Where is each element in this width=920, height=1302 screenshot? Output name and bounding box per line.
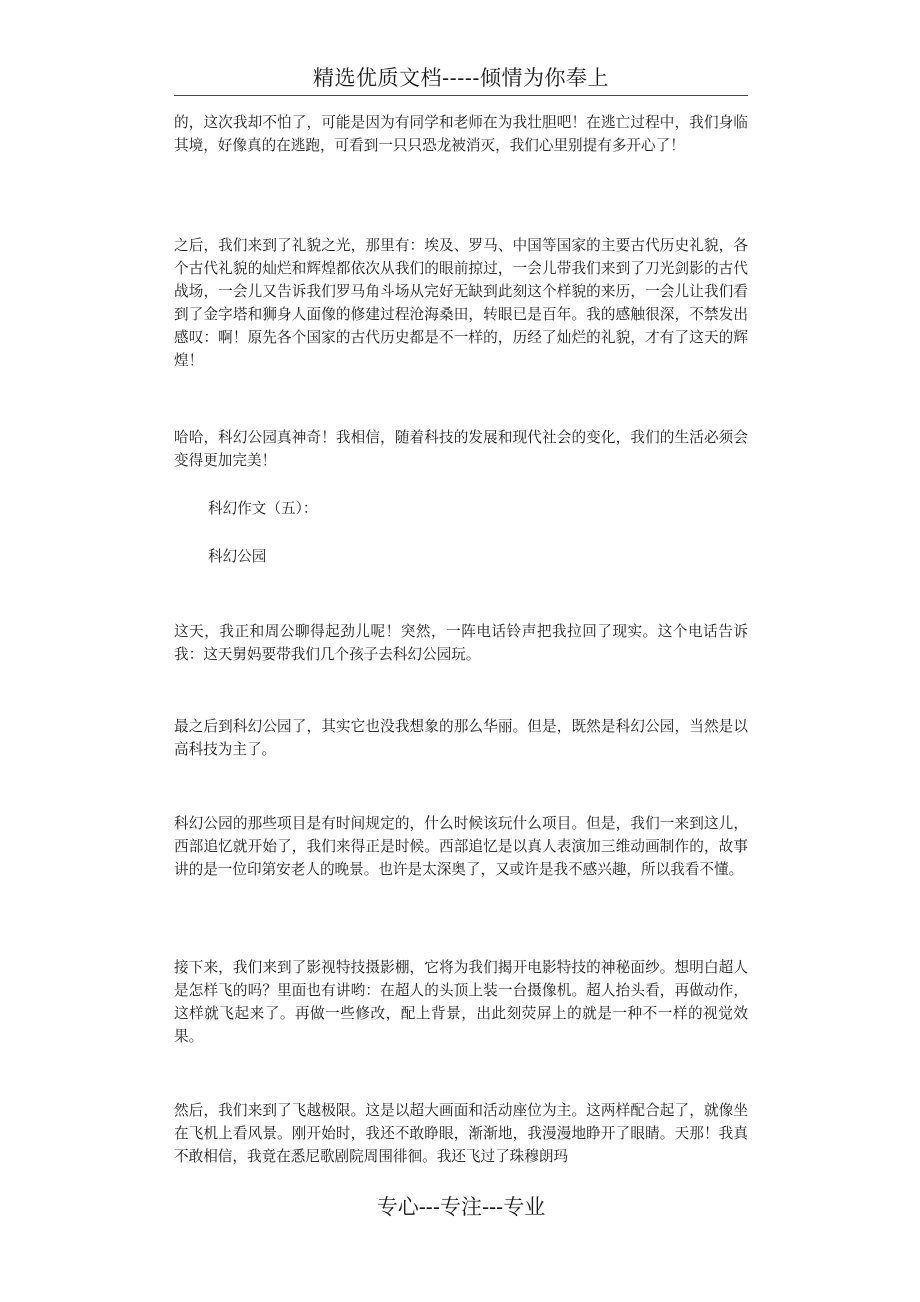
paragraph-6: 科幻公园的那些项目是有时间规定的，什么时候该玩什么项目。但是，我们一来到这儿，西部追忆就开始了，我们来得正是时候。西部追忆是以真人表演加三维动画制作的，故事讲的是一位印第安老人的晚景。也许是太深奥了，又或许是我不感兴趣，所以我看不懂。: [174, 815, 748, 878]
essay-title: 科幻公园: [208, 548, 267, 565]
section-heading: 科幻作文（五）：: [208, 500, 318, 517]
paragraph-4: 这天，我正和周公聊得起劲儿呢！突然，一阵电话铃声把我拉回了现实。这个电话告诉我：这天舅妈要带我们几个孩子去科幻公园玩。: [174, 623, 748, 663]
paragraph-8: 然后，我们来到了飞越极限。这是以超大画面和活动座位为主。这两样配合起了，就像坐在飞机上看风景。刚开始时，我还不敢睁眼，渐渐地，我漫漫地睁开了眼睛。天那！我真不敢相信，我竟在悉尼歌剧院周围徘徊。我还飞过了珠穆朗玛: [174, 1102, 748, 1165]
page-header-title: 精选优质文档-----倾情为你奉上: [313, 66, 609, 90]
header-divider: [174, 95, 748, 96]
paragraph-2: 之后，我们来到了礼貌之光，那里有：埃及、罗马、中国等国家的主要古代历史礼貌，各个古代礼貌的灿烂和辉煌都依次从我们的眼前掠过，一会儿带我们来到了刀光剑影的古代战场，一会儿又告诉我们罗马角斗场从完好无缺到此刻这个样貌的来历，一会儿让我们看到了金字塔和狮身人面像的修建过程沧海桑田，转眼已是百年。我的感触很深，不禁发出感叹：啊！原先各个国家的古代历史都是不一样的，历经了灿烂的礼貌，才有了这天的辉煌！: [174, 237, 748, 369]
page-footer-text: 专心---专注---专业: [376, 1195, 546, 1219]
paragraph-1: 的，这次我却不怕了，可能是因为有同学和老师在为我壮胆吧！在逃亡过程中，我们身临其境，好像真的在逃跑，可看到一只只恐龙被消灭，我们心里别提有多开心了！: [174, 114, 748, 154]
paragraph-7: 接下来，我们来到了影视特技摄影棚，它将为我们揭开电影特技的神秘面纱。想明白超人是怎样飞的吗？里面也有讲哟：在超人的头顶上装一台摄像机。超人抬头看，再做动作，这样就飞起来了。再做一些修改，配上背景，出此刻荧屏上的就是一种不一样的视觉效果。: [174, 959, 748, 1045]
paragraph-3: 哈哈，科幻公园真神奇！我相信，随着科技的发展和现代社会的变化，我们的生活必须会变得更加完美！: [174, 429, 748, 469]
paragraph-5: 最之后到科幻公园了，其实它也没我想象的那么华丽。但是，既然是科幻公园，当然是以高科技为主了。: [174, 718, 748, 758]
